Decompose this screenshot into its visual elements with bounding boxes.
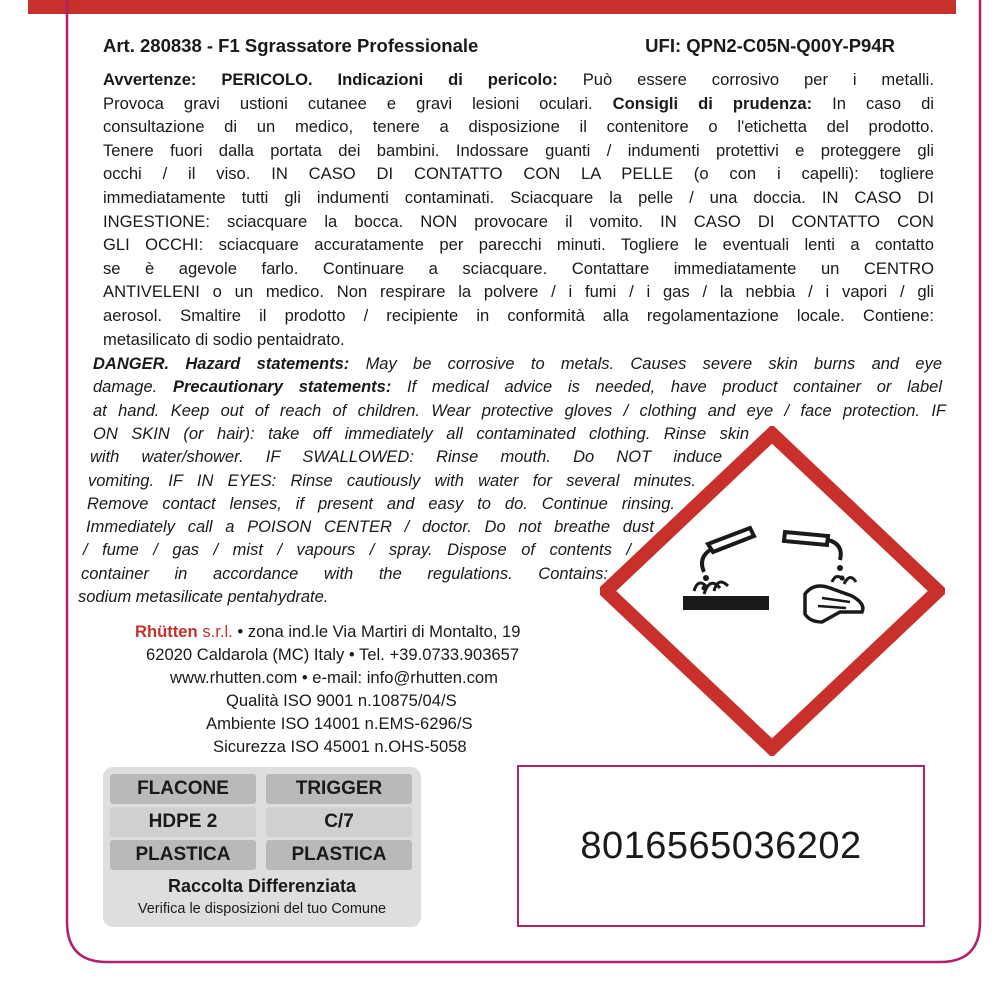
english-segment: DANGER. Hazard statements:	[93, 355, 350, 373]
recycling-subtitle: Verifica le disposizioni del tuo Comune	[137, 901, 387, 917]
english-segment: Immediately call a POISON CENTER / doctor. Do not breathe dust	[86, 518, 654, 537]
ufi-code: UFI: QPN2-C05N-Q00Y-P94R	[645, 35, 895, 56]
italian-segment: consultazione di un medico, tenere a disposizione il contenitore o l'etichetta del prodotto.	[103, 117, 934, 137]
english-segment: with water/shower. IF SWALLOWED: Rinse mouth. Do NOT induce	[90, 448, 722, 467]
company-brand: Rhütten	[135, 622, 198, 641]
italian-line	[103, 115, 934, 139]
recycling-title: Raccolta Differenziata	[167, 876, 357, 896]
english-segment: container in accordance with the regulations. Contains:	[81, 564, 608, 583]
italian-segment: Consigli di prudenza:	[612, 93, 813, 113]
english-line	[93, 353, 942, 376]
english-line	[93, 400, 946, 423]
english-line	[86, 516, 654, 539]
italian-segment: In caso di	[812, 93, 934, 113]
italian-line	[103, 68, 934, 92]
company-address-line2: 62020 Caldarola (MC) Italy • Tel. +39.0733.903657	[146, 645, 520, 664]
english-segment: at hand. Keep out of reach of children. Wear protective gloves / clothing and eye / face protection. IF	[93, 401, 946, 420]
english-line	[93, 376, 942, 399]
english-segment: Precautionary statements:	[172, 378, 392, 397]
italian-line	[103, 210, 934, 234]
recycle-plastica-1: PLASTICA	[110, 840, 256, 870]
english-segment: If medical advice is needed, have product container or label	[391, 378, 942, 397]
recycle-plastica-2: PLASTICA	[266, 840, 412, 870]
iso-45001-line: Sicurezza ISO 45001 n.OHS-5058	[213, 737, 467, 756]
italian-segment: Tenere fuori dalla portata dei bambini. Indossare guanti / indumenti protettivi e proteggere gli	[103, 140, 934, 160]
barcode-box	[517, 765, 925, 927]
italian-segment: Può essere corrosivo per i metalli.	[557, 70, 934, 89]
english-segment: Remove contact lenses, if present and easy to do. Continue rinsing.	[87, 494, 675, 513]
italian-line	[103, 328, 934, 352]
italian-line	[103, 186, 934, 210]
italian-line	[103, 162, 934, 186]
italian-line	[103, 92, 934, 116]
english-segment: ON SKIN (or hair): take off immediately all contaminated clothing. Rinse skin	[93, 424, 749, 443]
italian-line	[103, 139, 934, 163]
english-line	[83, 539, 631, 562]
english-segment: May be corrosive to metals. Causes severe skin burns and eye	[349, 355, 942, 373]
italian-hazard-text	[103, 68, 934, 351]
italian-segment: INGESTIONE: sciacquare la bocca. NON provocare il vomito. IN CASO DI CONTATTO CON	[103, 211, 934, 231]
english-segment: vomiting. IF IN EYES: Rinse cautiously with water for several minutes.	[88, 471, 696, 490]
iso-14001-line: Ambiente ISO 14001 n.EMS-6296/S	[206, 714, 473, 733]
italian-line	[103, 280, 934, 304]
italian-segment: Avvertenze: PERICOLO. Indicazioni di pericolo:	[103, 70, 558, 89]
iso-9001-line: Qualità ISO 9001 n.10875/04/S	[226, 691, 457, 710]
italian-segment: immediatamente tutti gli indumenti contaminati. Sciacquare la pelle / una doccia. IN CASO DI	[103, 187, 934, 207]
corrosive-ghs05-icon	[600, 426, 945, 756]
recycle-hdpe: HDPE 2	[110, 807, 256, 837]
italian-segment: se è agevole farlo. Continuare a sciacquare. Contattare immediatamente un CENTRO	[103, 258, 934, 278]
english-segment: / fume / gas / mist / vapours / spray. Dispose of contents /	[83, 541, 631, 560]
company-address-line1: • zona ind.le Via Martiri di Montalto, 19	[232, 622, 521, 641]
recycling-panel	[103, 767, 421, 927]
recycle-c7: C/7	[266, 807, 412, 837]
italian-line	[103, 233, 934, 257]
italian-segment: Provoca gravi ustioni cutanee e gravi lesioni oculari.	[103, 93, 613, 113]
company-web-line: www.rhutten.com • e-mail: info@rhutten.com	[170, 668, 498, 687]
english-line	[78, 586, 328, 609]
italian-segment: metasilicato di sodio pentaidrato.	[103, 329, 345, 349]
italian-segment: GLI OCCHI: sciacquare accuratamente per parecchi minuti. Togliere le eventuali lenti a contatto	[103, 235, 934, 255]
recycle-trigger: TRIGGER	[266, 774, 412, 804]
recycle-flacone: FLACONE	[110, 774, 256, 804]
company-brand-suffix: s.r.l.	[202, 622, 233, 641]
barcode-number: 8016565036202	[580, 825, 862, 867]
english-segment: sodium metasilicate pentahydrate.	[78, 588, 329, 606]
italian-segment: aerosol. Smaltire il prodotto / recipiente in conformità alla regolamentazione locale. Contiene:	[103, 305, 934, 325]
italian-segment: occhi / il viso. IN CASO DI CONTATTO CON LA PELLE (o con i capelli): togliere	[103, 164, 934, 184]
article-title: Art. 280838 - F1 Sgrassatore Professionale	[103, 35, 479, 56]
italian-line	[103, 257, 934, 281]
italian-line	[103, 304, 934, 328]
english-line	[87, 493, 675, 516]
italian-segment: ANTIVELENI o un medico. Non respirare la polvere / i fumi / i gas / la nebbia / i vapori / gli	[103, 282, 934, 302]
english-segment: damage.	[93, 378, 173, 397]
english-line	[81, 563, 608, 586]
